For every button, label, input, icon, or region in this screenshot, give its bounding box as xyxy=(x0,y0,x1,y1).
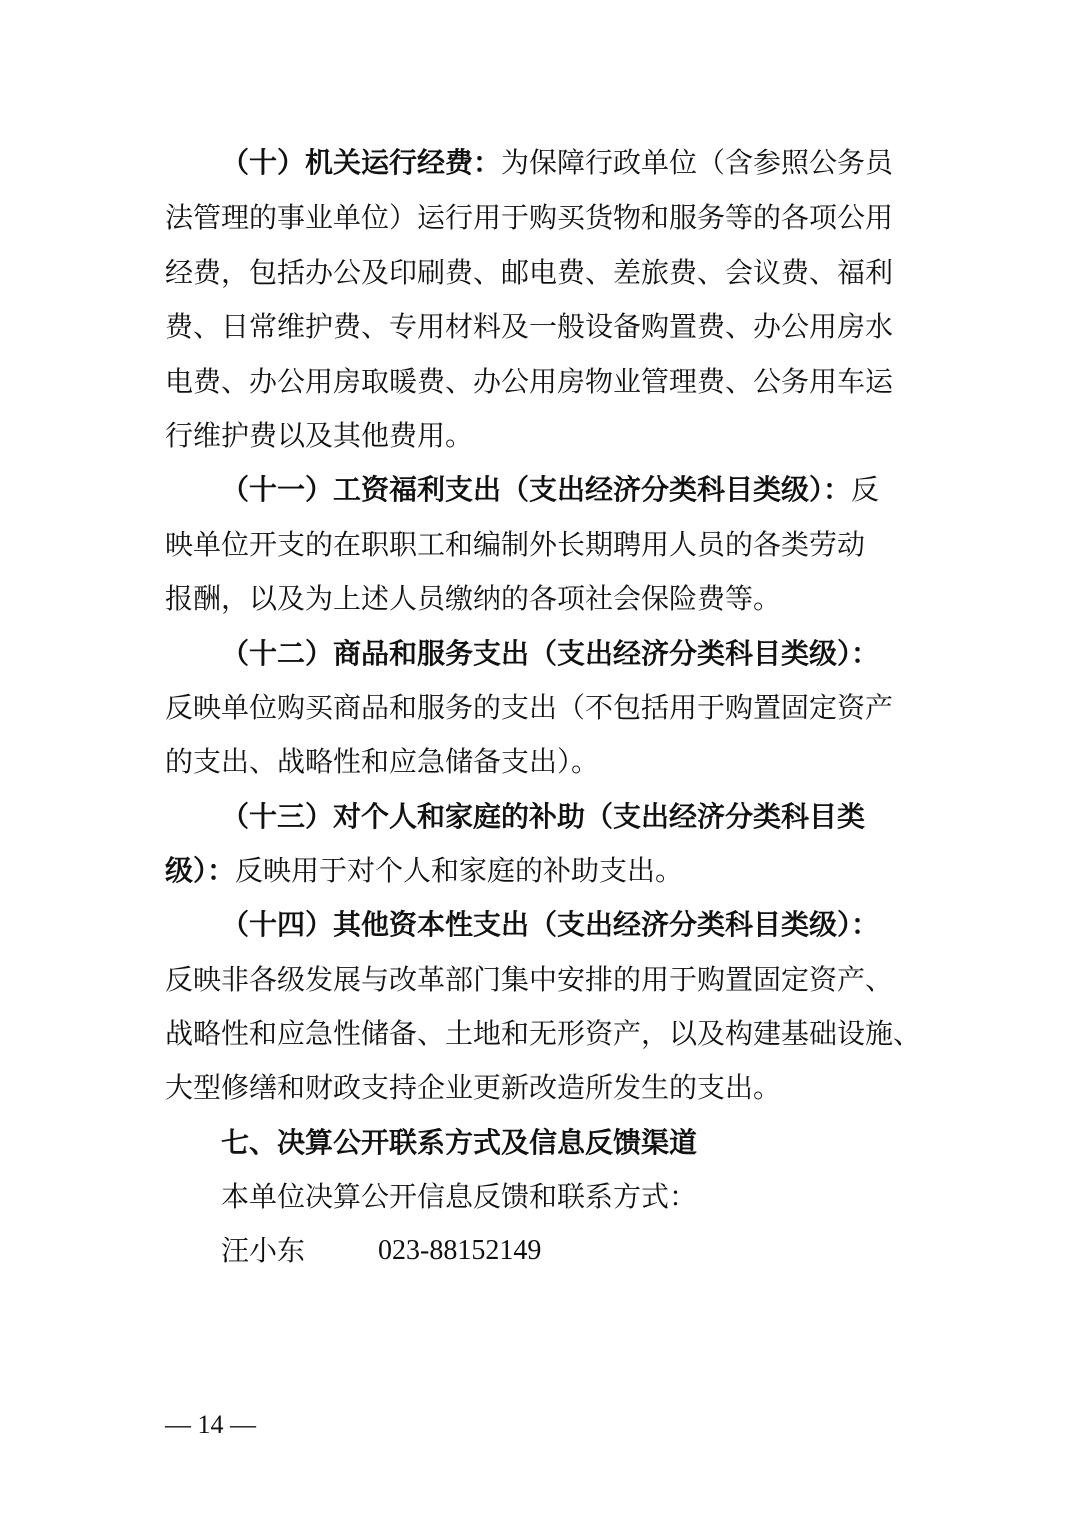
paragraph-10-line-5: 电费、办公用房取暖费、办公用房物业管理费、公务用车运 xyxy=(165,365,894,398)
paragraph-14-line-2: 反映非各级发展与改革部门集中安排的用于购置固定资产、 xyxy=(165,963,894,996)
page-number: — 14 — xyxy=(165,1410,256,1439)
paragraph-13-title-end: 级）： xyxy=(165,854,236,887)
paragraph-12-line-2: 反映单位购买商品和服务的支出（不包括用于购置固定资产 xyxy=(165,691,894,724)
paragraph-10-line-6: 行维护费以及其他费用。 xyxy=(165,419,474,452)
paragraph-11-line-3: 报酬，以及为上述人员缴纳的各项社会保险费等。 xyxy=(165,582,782,615)
paragraph-10-line-4: 费、日常维护费、专用材料及一般设备购置费、办公用房水 xyxy=(165,310,894,343)
contact-name: 汪小东 xyxy=(221,1234,306,1267)
paragraph-11-line-1 xyxy=(221,472,879,508)
paragraph-11-title: （十一）工资福利支出（支出经济分类科目类级）： xyxy=(221,473,852,506)
paragraph-13-line-2 xyxy=(165,853,683,889)
contact-phone: 023-88152149 xyxy=(378,1235,542,1266)
paragraph-11-text: 反 xyxy=(851,473,880,506)
paragraph-13-title: （十三）对个人和家庭的补助（支出经济分类科目类 xyxy=(221,800,866,833)
contact-heading: 七、决算公开联系方式及信息反馈渠道 xyxy=(221,1126,698,1159)
paragraph-10-title: （十）机关运行经费： xyxy=(221,146,502,179)
paragraph-10-line-2: 法管理的事业单位）运行用于购买货物和服务等的各项公用 xyxy=(165,201,894,234)
paragraph-10-line-3: 经费，包括办公及印刷费、邮电费、差旅费、会议费、福利 xyxy=(165,256,894,289)
paragraph-12-title: （十二）商品和服务支出（支出经济分类科目类级）： xyxy=(221,637,880,670)
paragraph-13-text: 反映用于对个人和家庭的补助支出。 xyxy=(235,854,684,887)
contact-intro: 本单位决算公开信息反馈和联系方式： xyxy=(221,1180,698,1213)
paragraph-11-line-2: 映单位开支的在职职工和编制外长期聘用人员的各类劳动 xyxy=(165,528,866,561)
paragraph-14-line-4: 大型修缮和财政支持企业更新改造所发生的支出。 xyxy=(165,1071,782,1104)
paragraph-10-text: 为保障行政单位（含参照公务员 xyxy=(501,146,894,179)
paragraph-12-line-3: 的支出、战略性和应急储备支出）。 xyxy=(165,745,600,778)
paragraph-14-line-3: 战略性和应急性储备、土地和无形资产，以及构建基础设施、 xyxy=(165,1017,922,1050)
paragraph-10-line-1 xyxy=(221,145,893,181)
paragraph-14-title: （十四）其他资本性支出（支出经济分类科目类级）： xyxy=(221,908,880,941)
